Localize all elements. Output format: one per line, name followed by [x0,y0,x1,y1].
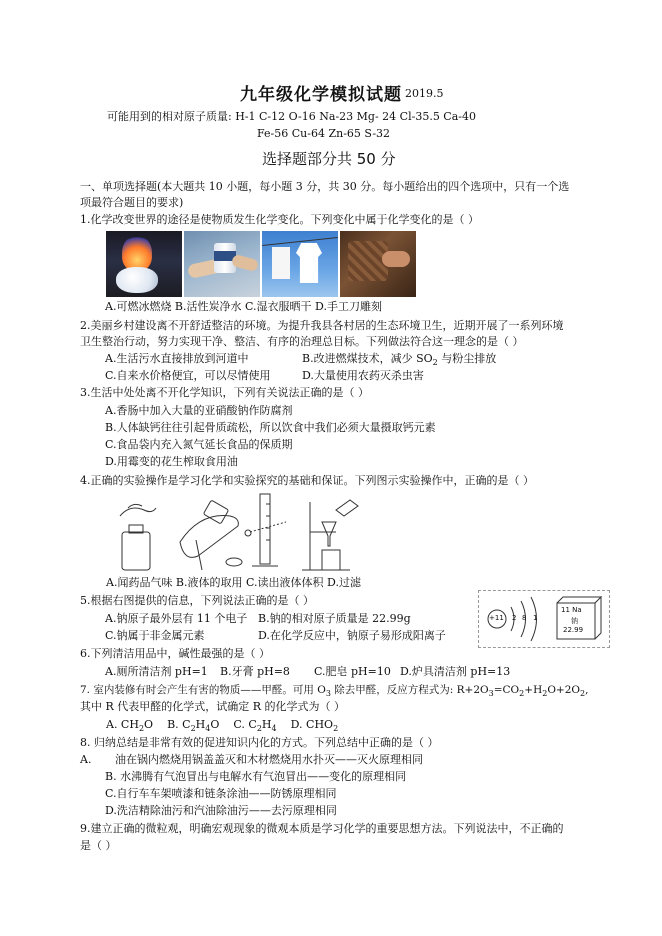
q5-option-d: D.在化学反应中，钠原子易形成阳离子 [258,629,446,642]
photo-drying-clothes [262,231,338,297]
instructions-line-2: 项最符合题目的要求) [80,196,184,209]
q2-option-b: B.改进燃煤技术，减少 $SO_2$ 与粉尘排放 [302,352,497,368]
q7-option-a: A. $CH_2O$ [106,718,154,734]
q1-options: A.可燃冰燃烧 B.活性炭净水 C.湿衣服晒干 D.手工刀雕刻 [105,300,382,313]
q4-options: A.闻药品气味 B.液体的取用 C.读出液体体积 D.过滤 [106,576,361,589]
q8-option-a: 油在锅内燃烧用锅盖盖灭和木材燃烧用水扑灭——灭火原理相同 [115,753,423,766]
q8-option-b: B. 水沸腾有气泡冒出与电解水有气泡冒出——变化的原理相同 [105,770,407,783]
q8-option-d: D.洗洁精除油污和汽油除油污——去污原理相同 [105,804,337,817]
q8-option-c: C.自行车车架喷漆和链条涂油——防锈原理相同 [105,787,337,800]
q9-stem-line-2: 是（ ） [80,839,117,852]
q3-stem: 3.生活中处处离不开化学知识，下列有关说法正确的是（ ） [80,386,369,399]
q2-option-a: A.生活污水直接排放到河道中 [105,352,249,365]
q7-stem-line-2: 其中 R 代表甲醛的化学式，试确定 R 的化学式为（ ） [80,700,346,713]
q2-option-c: C.自来水价格便宜，可以尽情使用 [105,369,271,382]
shell-2-electrons: 8 [522,614,527,622]
exam-year: 2019.5 [405,87,444,100]
q7-option-c: C. $C_2H_4$ [233,718,277,734]
element-mass: 22.99 [563,626,584,634]
figure-smell-gas [120,504,156,570]
q3-option-b: B.人体缺钙往往引起骨质疏松，所以饮食中我们必须大量摄取钙元素 [105,421,436,434]
q2-stem-line-2: 卫生整治行动，努力实现干净、整洁、有序的治理总目标。下列做法符合这一理念的是（ ） [80,335,524,348]
figure-filtration [302,500,358,570]
q6-option-c: C.肥皂 pH=10 [314,665,391,678]
q4-stem: 4.正确的实验操作是学习化学和实验探究的基础和保证。下列图示实验操作中，正确的是（ ） [80,474,534,487]
atomic-mass-line-1: 可能用到的相对原子质量: H-1 C-12 O-16 Na-23 Mg- 24 Cl-35.5 Ca-40 [107,110,476,123]
photo-wood-carving [340,231,416,297]
exam-title: 九年级化学模拟试题 [240,85,402,105]
photo-activated-carbon [184,231,260,297]
sodium-info-figure [478,590,610,648]
q5-option-a: A.钠原子最外层有 11 个电子 [105,612,248,625]
shell-1-electrons: 2 [512,614,517,622]
q6-option-a: A.厕所清洁剂 pH=1 [105,665,208,678]
q7-stem-line-1: 7. 室内装修有时会产生有害的物质——甲醛。可用 $O_3$ 除去甲醛，反应方程式为: $R+2O_3=CO_2+H_2O+2O_2$, [80,684,589,699]
figure-liquid-transfer [180,500,242,570]
atomic-mass-line-2: Fe-56 Cu-64 Zn-65 S-32 [257,127,391,140]
q3-option-a: A.香肠中加入大量的亚硝酸钠作防腐剂 [105,404,293,417]
figure-graduated-cylinder [245,494,286,566]
section-title: 选择题部分共 50 分 [262,150,396,168]
q1-stem: 1.化学改变世界的途径是使物质发生化学变化。下列变化中属于化学变化的是（ ） [80,213,479,226]
q2-stem-line-1: 2.美丽乡村建设离不开舒适整洁的环境。为提升我县各村居的生态环境卫生，近期开展了一系列环境 [80,319,564,332]
q5-option-b: B.钠的相对原子质量是 22.99g [258,612,411,625]
q6-option-d: D.炉具清洁剂 pH=13 [400,665,511,678]
q8-stem: 8. 归纳总结是非常有效的促进知识内化的方式。下列总结中正确的是（ ） [80,736,439,749]
q3-option-d: D.用霉变的花生榨取食用油 [105,455,238,468]
q7-options [106,718,338,732]
q8-option-a-label: A. [80,753,92,766]
q5-stem: 5.根据右图提供的信息，下列说法正确的是（ ） [80,594,314,607]
q9-stem-line-1: 9.建立正确的微粒观，明确宏观现象的微观本质是学习化学的重要思想方法。下列说法中，不正确的 [80,822,564,835]
nucleus-charge: +11 [489,614,504,622]
q3-option-c: C.食品袋内充入氮气延长食品的保质期 [105,438,293,451]
element-name: 钠 [571,617,578,625]
q2-option-d: D.大量使用农药灭杀虫害 [302,369,424,382]
photo-combustible-ice [106,231,182,297]
q7-option-d: D. $CHO_2$ [290,718,339,734]
instructions-line-1: 一、单项选择题(本大题共 10 小题，每小题 3 分，共 30 分。每小题给出的四个选项中，只有一个选 [80,180,570,193]
element-number-symbol: 11 Na [561,606,582,614]
q4-lab-figures [110,492,370,572]
q5-option-c: C.钠属于非金属元素 [105,629,205,642]
q6-option-b: B.牙膏 pH=8 [220,665,290,678]
q7-option-b: B. $C_2H_4O$ [167,718,220,734]
q6-stem: 6.下列清洁用品中，碱性最强的是（ ） [80,647,270,660]
shell-3-electrons: 1 [533,614,538,622]
